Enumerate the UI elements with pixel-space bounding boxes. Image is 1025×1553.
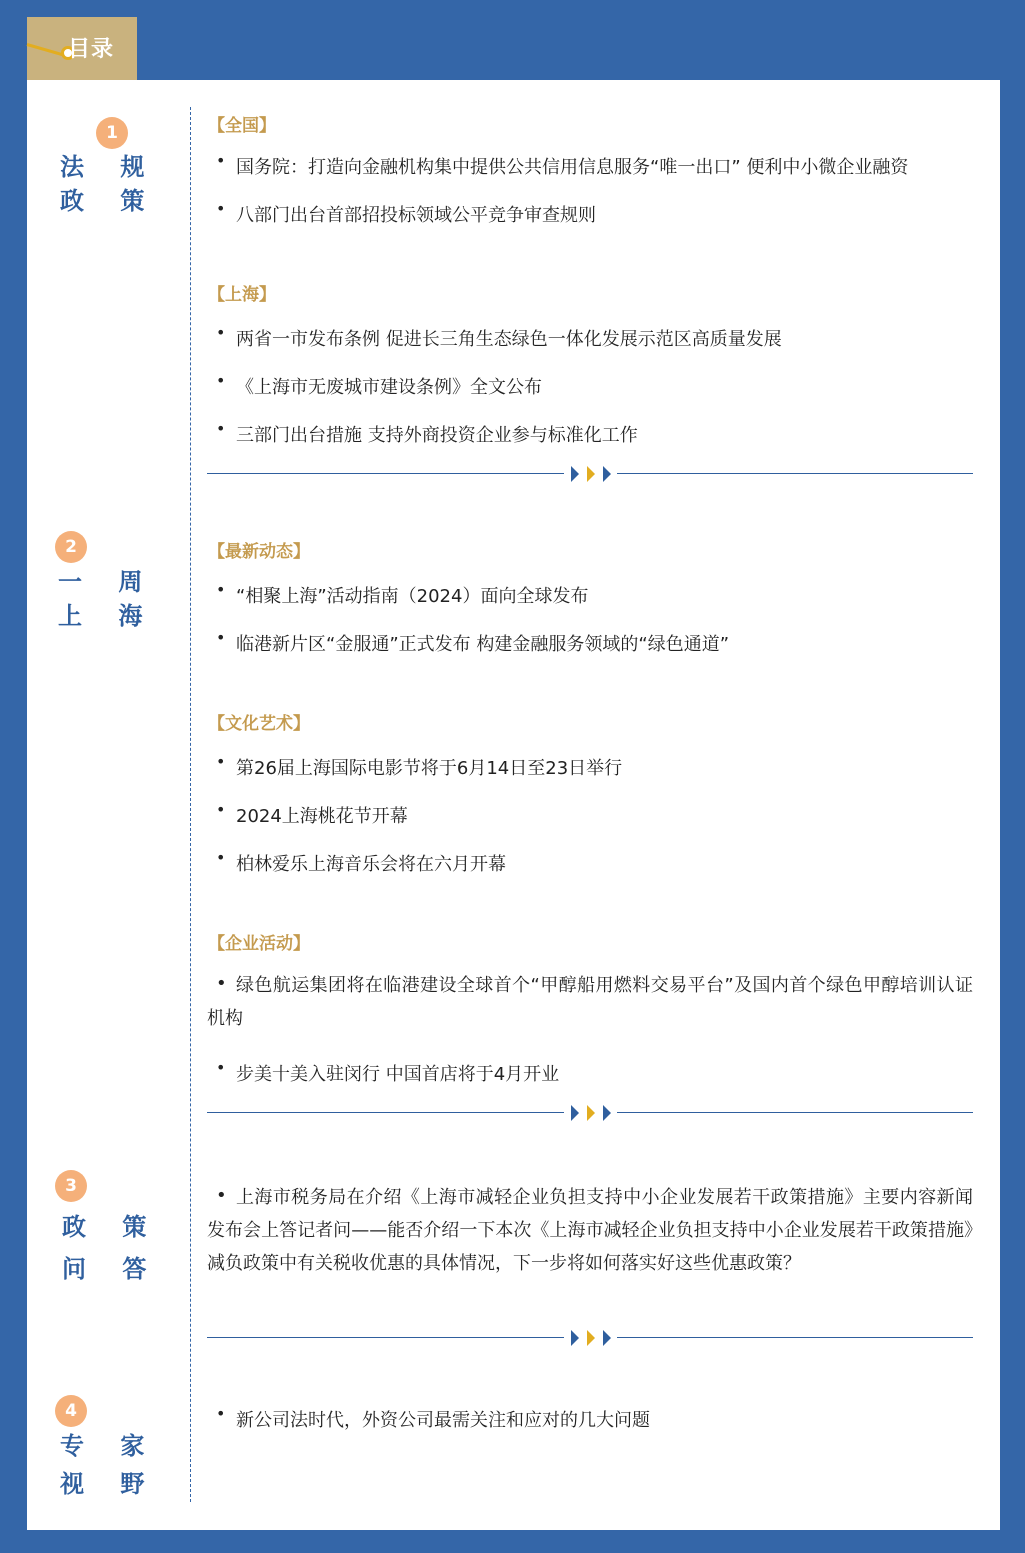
section-label-line: 法 规 bbox=[60, 153, 159, 181]
section-label-line: 政 策 bbox=[60, 187, 159, 215]
content-card bbox=[27, 80, 1000, 1530]
section-number-1: 1 bbox=[96, 117, 128, 149]
list-item-text: 绿色航运集团将在临港建设全球首个“甲醇船用燃料交易平台”及国内首个绿色甲醇培训认证机构 bbox=[207, 975, 973, 1029]
list-item[interactable]: • 临港新片区“金服通”正式发布 构建金融服务领域的“绿色通道” bbox=[236, 630, 729, 656]
section-label-line: 政 策 bbox=[62, 1213, 161, 1241]
section-label-line: 视 野 bbox=[60, 1470, 159, 1498]
section-divider bbox=[207, 1104, 973, 1122]
list-item[interactable]: • 新公司法时代，外资公司最需关注和应对的几大问题 bbox=[236, 1406, 650, 1432]
section-label-3[interactable] bbox=[62, 1206, 162, 1290]
section-label-2[interactable] bbox=[58, 565, 158, 633]
list-item[interactable]: • 三部门出台措施 支持外商投资企业参与标准化工作 bbox=[236, 421, 638, 447]
bullet-icon: • bbox=[216, 1185, 227, 1206]
section-number-3: 3 bbox=[55, 1170, 87, 1202]
section-label-line: 上 海 bbox=[58, 602, 157, 630]
category-enterprise: 【企业活动】 bbox=[208, 934, 310, 954]
divider-arrows-icon bbox=[571, 1329, 611, 1347]
category-latest: 【最新动态】 bbox=[208, 542, 310, 562]
list-item[interactable]: • 步美十美入驻闵行 中国首店将于4月开业 bbox=[236, 1060, 559, 1086]
category-national: 【全国】 bbox=[208, 116, 276, 136]
bullet-icon: • bbox=[216, 973, 227, 994]
list-item[interactable]: • 2024上海桃花节开幕 bbox=[236, 802, 408, 828]
dashed-separator bbox=[190, 107, 191, 1502]
list-item[interactable]: • 八部门出台首部招投标领域公平竞争审查规则 bbox=[236, 201, 596, 227]
list-item[interactable]: • 两省一市发布条例 促进长三角生态绿色一体化发展示范区高质量发展 bbox=[236, 325, 782, 351]
list-item[interactable]: • 第26届上海国际电影节将于6月14日至23日举行 bbox=[236, 754, 622, 780]
section-number-4: 4 bbox=[55, 1395, 87, 1427]
section-label-1[interactable] bbox=[60, 150, 160, 218]
section-label-line: 问 答 bbox=[62, 1255, 161, 1283]
list-item[interactable]: • 国务院：打造向金融机构集中提供公共信用信息服务“唯一出口” 便利中小微企业融资 bbox=[236, 153, 908, 179]
list-item[interactable]: • 《上海市无废城市建设条例》全文公布 bbox=[236, 373, 542, 399]
list-item[interactable] bbox=[207, 1181, 973, 1280]
list-item-text: 上海市税务局在介绍《上海市减轻企业负担支持中小企业发展若干政策措施》主要内容新闻发布会上答记者问——能否介绍一下本次《上海市减轻企业负担支持中小企业发展若干政策措施》减负政策中有关税收优惠的具体情况，下一步将如何落实好这些优惠政策？ bbox=[207, 1187, 973, 1274]
list-item[interactable] bbox=[207, 969, 973, 1035]
section-divider bbox=[207, 465, 973, 483]
category-shanghai: 【上海】 bbox=[208, 285, 276, 305]
list-item[interactable]: • 柏林爱乐上海音乐会将在六月开幕 bbox=[236, 850, 506, 876]
category-culture: 【文化艺术】 bbox=[208, 714, 310, 734]
page-title: 目录 bbox=[68, 37, 115, 62]
section-label-line: 一 周 bbox=[58, 568, 157, 596]
section-label-4[interactable] bbox=[60, 1427, 160, 1503]
section-label-line: 专 家 bbox=[60, 1432, 159, 1460]
divider-arrows-icon bbox=[571, 1104, 611, 1122]
list-item[interactable]: • “相聚上海”活动指南（2024）面向全球发布 bbox=[236, 582, 588, 608]
divider-arrows-icon bbox=[571, 465, 611, 483]
section-divider bbox=[207, 1329, 973, 1347]
section-number-2: 2 bbox=[55, 531, 87, 563]
